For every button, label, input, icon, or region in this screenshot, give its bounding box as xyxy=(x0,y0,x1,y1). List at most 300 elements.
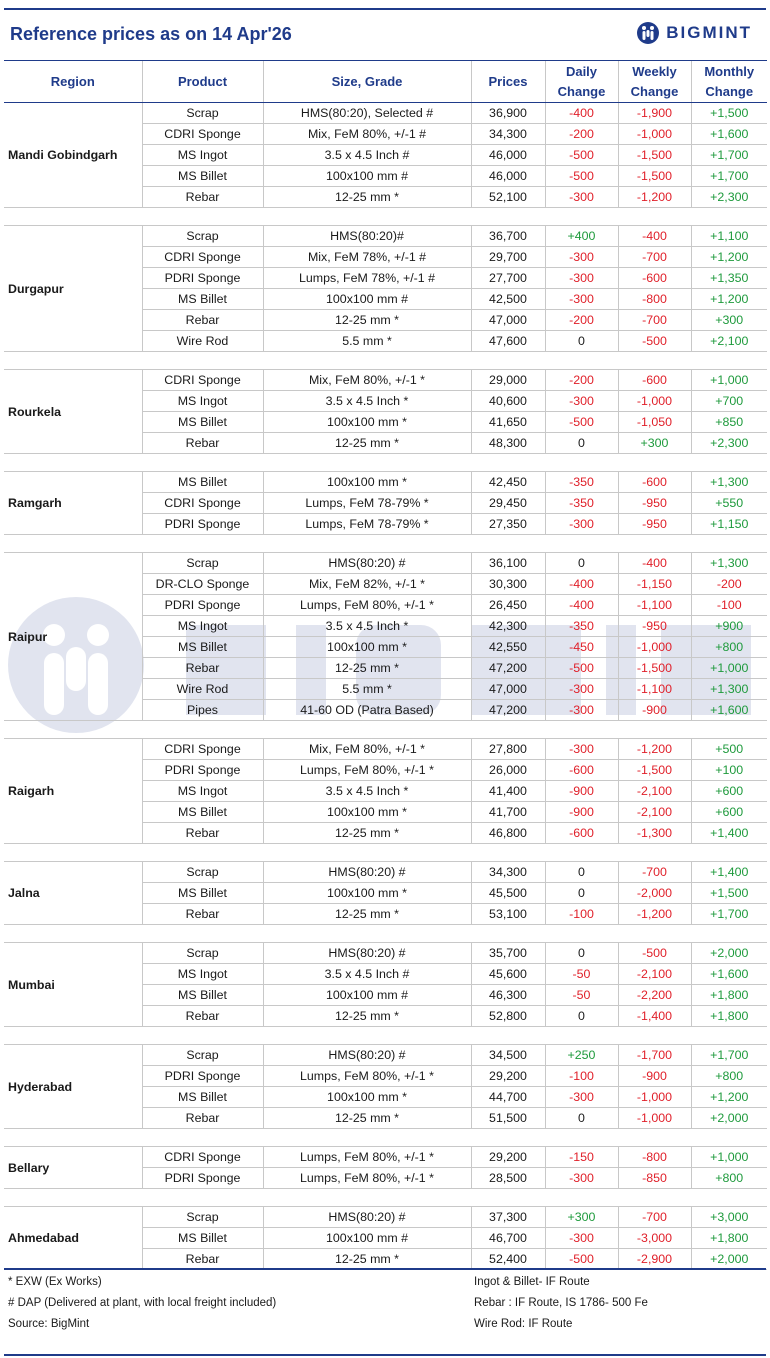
weekly-change-cell: -1,100 xyxy=(618,595,691,616)
daily-change-cell: -100 xyxy=(545,1066,618,1087)
price-cell: 35,700 xyxy=(471,943,545,964)
weekly-change-cell: -500 xyxy=(618,331,691,352)
price-cell: 37,300 xyxy=(471,1207,545,1228)
weekly-change-cell: -950 xyxy=(618,616,691,637)
monthly-change-cell: +2,000 xyxy=(691,943,767,964)
daily-change-cell: -600 xyxy=(545,760,618,781)
monthly-change-cell: +100 xyxy=(691,760,767,781)
region-name: Hyderabad xyxy=(4,1045,142,1129)
product-cell: MS Ingot xyxy=(142,391,263,412)
product-cell: Scrap xyxy=(142,226,263,247)
size-grade-cell: Mix, FeM 80%, +/-1 * xyxy=(263,370,471,391)
price-cell: 40,600 xyxy=(471,391,545,412)
daily-change-cell: -500 xyxy=(545,1249,618,1270)
monthly-change-cell: -200 xyxy=(691,574,767,595)
page-title: Reference prices as on 14 Apr'26 xyxy=(10,24,292,44)
table-body xyxy=(4,103,767,1270)
weekly-change-cell: -1,050 xyxy=(618,412,691,433)
weekly-change-cell: -1,000 xyxy=(618,637,691,658)
price-cell: 47,000 xyxy=(471,679,545,700)
spacer-cell xyxy=(4,1129,767,1147)
product-cell: Rebar xyxy=(142,904,263,925)
product-cell: PDRI Sponge xyxy=(142,514,263,535)
table-header-row xyxy=(4,61,767,103)
size-grade-cell: Lumps, FeM 80%, +/-1 * xyxy=(263,1066,471,1087)
monthly-change-cell: +1,350 xyxy=(691,268,767,289)
daily-change-cell: -500 xyxy=(545,658,618,679)
table-row xyxy=(4,370,767,391)
table-row xyxy=(4,739,767,760)
daily-change-cell: -450 xyxy=(545,637,618,658)
monthly-label-1: Monthly xyxy=(704,63,755,79)
weekly-change-cell: -400 xyxy=(618,226,691,247)
product-cell: MS Ingot xyxy=(142,616,263,637)
weekly-change-cell: -1,500 xyxy=(618,145,691,166)
monthly-change-cell: +1,800 xyxy=(691,1228,767,1249)
size-grade-cell: 100x100 mm * xyxy=(263,802,471,823)
weekly-change-cell: -600 xyxy=(618,472,691,493)
monthly-change-cell: +1,300 xyxy=(691,679,767,700)
product-cell: MS Billet xyxy=(142,985,263,1006)
monthly-change-cell: +1,400 xyxy=(691,862,767,883)
price-cell: 27,700 xyxy=(471,268,545,289)
daily-change-cell: -400 xyxy=(545,574,618,595)
product-cell: MS Billet xyxy=(142,289,263,310)
daily-change-cell: -50 xyxy=(545,964,618,985)
column-header-product: Product xyxy=(142,61,263,103)
size-grade-cell: 100x100 mm * xyxy=(263,637,471,658)
spacer-cell xyxy=(4,1189,767,1207)
product-cell: Rebar xyxy=(142,187,263,208)
product-cell: CDRI Sponge xyxy=(142,1147,263,1168)
region-spacer xyxy=(4,925,767,943)
weekly-change-cell: -1,500 xyxy=(618,760,691,781)
size-grade-cell: Lumps, FeM 80%, +/-1 * xyxy=(263,1168,471,1189)
daily-change-cell: -500 xyxy=(545,166,618,187)
size-grade-cell: HMS(80:20) # xyxy=(263,943,471,964)
spacer-cell xyxy=(4,454,767,472)
weekly-change-cell: -2,100 xyxy=(618,964,691,985)
product-cell: MS Billet xyxy=(142,166,263,187)
region-name: Ahmedabad xyxy=(4,1207,142,1270)
price-cell: 34,300 xyxy=(471,124,545,145)
weekly-change-cell: -600 xyxy=(618,268,691,289)
region-spacer xyxy=(4,844,767,862)
product-cell: Scrap xyxy=(142,103,263,124)
weekly-change-cell: -2,900 xyxy=(618,1249,691,1270)
column-header-monthly xyxy=(691,61,767,103)
size-grade-cell: 12-25 mm * xyxy=(263,823,471,844)
price-cell: 36,900 xyxy=(471,103,545,124)
size-grade-cell: 3.5 x 4.5 Inch # xyxy=(263,964,471,985)
weekly-change-cell: -850 xyxy=(618,1168,691,1189)
region-spacer xyxy=(4,1129,767,1147)
price-cell: 45,600 xyxy=(471,964,545,985)
product-cell: CDRI Sponge xyxy=(142,493,263,514)
size-grade-cell: 12-25 mm * xyxy=(263,1249,471,1270)
footnotes-right xyxy=(474,1272,648,1335)
product-cell: Scrap xyxy=(142,862,263,883)
monthly-change-cell: +2,100 xyxy=(691,331,767,352)
region-spacer xyxy=(4,1027,767,1045)
column-header-weekly xyxy=(618,61,691,103)
daily-change-cell: -300 xyxy=(545,514,618,535)
weekly-change-cell: -1,900 xyxy=(618,103,691,124)
size-grade-cell: Mix, FeM 80%, +/-1 # xyxy=(263,124,471,145)
daily-change-cell: -100 xyxy=(545,904,618,925)
table-row xyxy=(4,1207,767,1228)
product-cell: Wire Rod xyxy=(142,679,263,700)
daily-change-cell: -300 xyxy=(545,391,618,412)
daily-change-cell: -500 xyxy=(545,145,618,166)
spacer-cell xyxy=(4,535,767,553)
footnotes-left xyxy=(8,1272,276,1335)
table-row xyxy=(4,862,767,883)
price-cell: 46,300 xyxy=(471,985,545,1006)
weekly-change-cell: -1,500 xyxy=(618,658,691,679)
daily-change-cell: 0 xyxy=(545,943,618,964)
column-header-region: Region xyxy=(4,61,142,103)
size-grade-cell: 3.5 x 4.5 Inch * xyxy=(263,616,471,637)
monthly-change-cell: +1,600 xyxy=(691,124,767,145)
monthly-change-cell: +2,300 xyxy=(691,433,767,454)
monthly-change-cell: +500 xyxy=(691,739,767,760)
daily-change-cell: 0 xyxy=(545,883,618,904)
daily-change-cell: -300 xyxy=(545,187,618,208)
product-cell: Rebar xyxy=(142,433,263,454)
monthly-change-cell: +300 xyxy=(691,310,767,331)
size-grade-cell: 100x100 mm * xyxy=(263,412,471,433)
weekly-change-cell: -800 xyxy=(618,289,691,310)
price-cell: 29,700 xyxy=(471,247,545,268)
price-cell: 47,200 xyxy=(471,700,545,721)
price-cell: 42,500 xyxy=(471,289,545,310)
price-cell: 28,500 xyxy=(471,1168,545,1189)
product-cell: DR-CLO Sponge xyxy=(142,574,263,595)
monthly-change-cell: +600 xyxy=(691,781,767,802)
table-row xyxy=(4,943,767,964)
spacer-cell xyxy=(4,1027,767,1045)
weekly-change-cell: -2,100 xyxy=(618,781,691,802)
size-grade-cell: Mix, FeM 80%, +/-1 * xyxy=(263,739,471,760)
footnote-exw: * EXW (Ex Works) xyxy=(8,1276,102,1288)
daily-change-cell: -300 xyxy=(545,700,618,721)
monthly-change-cell: +1,200 xyxy=(691,247,767,268)
weekly-change-cell: -500 xyxy=(618,943,691,964)
daily-change-cell: -300 xyxy=(545,679,618,700)
size-grade-cell: HMS(80:20) # xyxy=(263,1045,471,1066)
table-row xyxy=(4,103,767,124)
size-grade-cell: Mix, FeM 78%, +/-1 # xyxy=(263,247,471,268)
price-cell: 46,000 xyxy=(471,145,545,166)
product-cell: CDRI Sponge xyxy=(142,370,263,391)
product-cell: MS Billet xyxy=(142,1228,263,1249)
daily-change-cell: 0 xyxy=(545,1006,618,1027)
price-cell: 45,500 xyxy=(471,883,545,904)
product-cell: Rebar xyxy=(142,823,263,844)
product-cell: MS Ingot xyxy=(142,145,263,166)
product-cell: PDRI Sponge xyxy=(142,1168,263,1189)
title-bar xyxy=(4,10,766,60)
monthly-change-cell: +2,300 xyxy=(691,187,767,208)
weekly-change-cell: -1,200 xyxy=(618,187,691,208)
size-grade-cell: 100x100 mm # xyxy=(263,1228,471,1249)
size-grade-cell: 100x100 mm # xyxy=(263,166,471,187)
spacer-cell xyxy=(4,721,767,739)
weekly-change-cell: -1,200 xyxy=(618,904,691,925)
product-cell: MS Billet xyxy=(142,637,263,658)
footnote-dap: # DAP (Delivered at plant, with local freight included) xyxy=(8,1297,277,1309)
daily-change-cell: +300 xyxy=(545,1207,618,1228)
size-grade-cell: Lumps, FeM 78-79% * xyxy=(263,493,471,514)
size-grade-cell: 100x100 mm * xyxy=(263,883,471,904)
price-cell: 41,650 xyxy=(471,412,545,433)
monthly-change-cell: +1,150 xyxy=(691,514,767,535)
region-spacer xyxy=(4,454,767,472)
size-grade-cell: 12-25 mm * xyxy=(263,433,471,454)
price-cell: 26,450 xyxy=(471,595,545,616)
size-grade-cell: HMS(80:20)# xyxy=(263,226,471,247)
region-name: Jalna xyxy=(4,862,142,925)
product-cell: CDRI Sponge xyxy=(142,124,263,145)
column-header-daily xyxy=(545,61,618,103)
monthly-change-cell: +1,700 xyxy=(691,1045,767,1066)
product-cell: MS Ingot xyxy=(142,964,263,985)
price-cell: 29,200 xyxy=(471,1147,545,1168)
table-row xyxy=(4,472,767,493)
daily-change-cell: -350 xyxy=(545,493,618,514)
region-name: Mumbai xyxy=(4,943,142,1027)
price-cell: 42,550 xyxy=(471,637,545,658)
price-cell: 46,800 xyxy=(471,823,545,844)
product-cell: Scrap xyxy=(142,1207,263,1228)
price-cell: 53,100 xyxy=(471,904,545,925)
monthly-change-cell: -100 xyxy=(691,595,767,616)
daily-change-cell: 0 xyxy=(545,433,618,454)
size-grade-cell: Lumps, FeM 78-79% * xyxy=(263,514,471,535)
product-cell: Rebar xyxy=(142,310,263,331)
price-cell: 30,300 xyxy=(471,574,545,595)
product-cell: PDRI Sponge xyxy=(142,268,263,289)
product-cell: PDRI Sponge xyxy=(142,760,263,781)
price-cell: 36,100 xyxy=(471,553,545,574)
price-cell: 29,000 xyxy=(471,370,545,391)
weekly-change-cell: -950 xyxy=(618,493,691,514)
monthly-change-cell: +550 xyxy=(691,493,767,514)
size-grade-cell: 12-25 mm * xyxy=(263,904,471,925)
bigmint-logo xyxy=(636,20,752,46)
weekly-change-cell: -2,000 xyxy=(618,883,691,904)
footer-bottom-rule xyxy=(4,1354,766,1356)
daily-change-cell: -300 xyxy=(545,247,618,268)
column-header-prices: Prices xyxy=(471,61,545,103)
daily-label-1: Daily xyxy=(565,63,598,79)
daily-change-cell: -300 xyxy=(545,1168,618,1189)
product-cell: MS Billet xyxy=(142,1087,263,1108)
price-cell: 47,600 xyxy=(471,331,545,352)
monthly-change-cell: +1,700 xyxy=(691,904,767,925)
product-cell: Scrap xyxy=(142,553,263,574)
daily-change-cell: 0 xyxy=(545,1108,618,1129)
daily-change-cell: -50 xyxy=(545,985,618,1006)
weekly-change-cell: -1,400 xyxy=(618,1006,691,1027)
region-name: Mandi Gobindgarh xyxy=(4,103,142,208)
price-cell: 46,000 xyxy=(471,166,545,187)
daily-change-cell: +400 xyxy=(545,226,618,247)
daily-label-2: Change xyxy=(557,83,606,99)
weekly-change-cell: -1,000 xyxy=(618,1087,691,1108)
spacer-cell xyxy=(4,844,767,862)
daily-change-cell: -150 xyxy=(545,1147,618,1168)
weekly-change-cell: -1,000 xyxy=(618,391,691,412)
daily-change-cell: -400 xyxy=(545,103,618,124)
price-cell: 27,800 xyxy=(471,739,545,760)
weekly-label-1: Weekly xyxy=(632,63,677,79)
footnote-ingot-billet: Ingot & Billet- IF Route xyxy=(474,1276,590,1288)
monthly-change-cell: +600 xyxy=(691,802,767,823)
region-spacer xyxy=(4,1189,767,1207)
product-cell: Pipes xyxy=(142,700,263,721)
daily-change-cell: -200 xyxy=(545,310,618,331)
daily-change-cell: 0 xyxy=(545,331,618,352)
size-grade-cell: 3.5 x 4.5 Inch * xyxy=(263,781,471,802)
monthly-change-cell: +1,700 xyxy=(691,166,767,187)
product-cell: Rebar xyxy=(142,1249,263,1270)
price-cell: 51,500 xyxy=(471,1108,545,1129)
product-cell: Scrap xyxy=(142,1045,263,1066)
size-grade-cell: 12-25 mm * xyxy=(263,187,471,208)
size-grade-cell: 5.5 mm * xyxy=(263,679,471,700)
price-cell: 26,000 xyxy=(471,760,545,781)
weekly-change-cell: -1,000 xyxy=(618,124,691,145)
size-grade-cell: 12-25 mm * xyxy=(263,310,471,331)
monthly-change-cell: +1,800 xyxy=(691,985,767,1006)
region-name: Ramgarh xyxy=(4,472,142,535)
spacer-cell xyxy=(4,352,767,370)
size-grade-cell: 100x100 mm * xyxy=(263,472,471,493)
size-grade-cell: 100x100 mm # xyxy=(263,289,471,310)
weekly-change-cell: -400 xyxy=(618,553,691,574)
size-grade-cell: 3.5 x 4.5 Inch # xyxy=(263,145,471,166)
weekly-change-cell: -800 xyxy=(618,1147,691,1168)
price-cell: 44,700 xyxy=(471,1087,545,1108)
footnote-rebar: Rebar : IF Route, IS 1786- 500 Fe xyxy=(474,1297,648,1309)
weekly-change-cell: -3,000 xyxy=(618,1228,691,1249)
region-name: Bellary xyxy=(4,1147,142,1189)
monthly-change-cell: +1,300 xyxy=(691,553,767,574)
weekly-change-cell: -700 xyxy=(618,862,691,883)
daily-change-cell: -900 xyxy=(545,781,618,802)
weekly-change-cell: -1,500 xyxy=(618,166,691,187)
daily-change-cell: +250 xyxy=(545,1045,618,1066)
price-cell: 34,300 xyxy=(471,862,545,883)
monthly-change-cell: +1,500 xyxy=(691,883,767,904)
price-cell: 41,400 xyxy=(471,781,545,802)
spacer-cell xyxy=(4,208,767,226)
monthly-change-cell: +1,400 xyxy=(691,823,767,844)
weekly-change-cell: -700 xyxy=(618,247,691,268)
monthly-change-cell: +900 xyxy=(691,616,767,637)
weekly-change-cell: +300 xyxy=(618,433,691,454)
weekly-change-cell: -1,200 xyxy=(618,739,691,760)
weekly-change-cell: -900 xyxy=(618,700,691,721)
product-cell: PDRI Sponge xyxy=(142,595,263,616)
product-cell: MS Billet xyxy=(142,412,263,433)
daily-change-cell: -300 xyxy=(545,739,618,760)
size-grade-cell: HMS(80:20), Selected # xyxy=(263,103,471,124)
logo-text: BIGMINT xyxy=(666,23,752,42)
price-table xyxy=(4,60,767,1270)
size-grade-cell: HMS(80:20) # xyxy=(263,553,471,574)
size-grade-cell: 3.5 x 4.5 Inch * xyxy=(263,391,471,412)
product-cell: CDRI Sponge xyxy=(142,247,263,268)
monthly-change-cell: +850 xyxy=(691,412,767,433)
region-spacer xyxy=(4,208,767,226)
monthly-change-cell: +1,100 xyxy=(691,226,767,247)
region-spacer xyxy=(4,535,767,553)
weekly-label-2: Change xyxy=(630,83,679,99)
weekly-change-cell: -1,000 xyxy=(618,1108,691,1129)
table-row xyxy=(4,553,767,574)
size-grade-cell: HMS(80:20) # xyxy=(263,862,471,883)
product-cell: Scrap xyxy=(142,943,263,964)
price-cell: 34,500 xyxy=(471,1045,545,1066)
price-cell: 42,300 xyxy=(471,616,545,637)
price-cell: 47,000 xyxy=(471,310,545,331)
product-cell: MS Billet xyxy=(142,802,263,823)
daily-change-cell: -300 xyxy=(545,268,618,289)
price-cell: 48,300 xyxy=(471,433,545,454)
table-row xyxy=(4,1147,767,1168)
price-cell: 46,700 xyxy=(471,1228,545,1249)
table-row xyxy=(4,1045,767,1066)
footer-top-rule xyxy=(4,1268,766,1270)
daily-change-cell: -300 xyxy=(545,289,618,310)
monthly-change-cell: +1,200 xyxy=(691,1087,767,1108)
weekly-change-cell: -1,150 xyxy=(618,574,691,595)
region-name: Raigarh xyxy=(4,739,142,844)
size-grade-cell: 5.5 mm * xyxy=(263,331,471,352)
daily-change-cell: -350 xyxy=(545,472,618,493)
daily-change-cell: -200 xyxy=(545,370,618,391)
weekly-change-cell: -1,300 xyxy=(618,823,691,844)
price-cell: 47,200 xyxy=(471,658,545,679)
weekly-change-cell: -2,100 xyxy=(618,802,691,823)
daily-change-cell: -600 xyxy=(545,823,618,844)
monthly-change-cell: +1,000 xyxy=(691,658,767,679)
monthly-change-cell: +700 xyxy=(691,391,767,412)
daily-change-cell: -500 xyxy=(545,412,618,433)
daily-change-cell: -350 xyxy=(545,616,618,637)
size-grade-cell: 41-60 OD (Patra Based) xyxy=(263,700,471,721)
weekly-change-cell: -700 xyxy=(618,310,691,331)
monthly-label-2: Change xyxy=(705,83,754,99)
product-cell: CDRI Sponge xyxy=(142,739,263,760)
monthly-change-cell: +1,600 xyxy=(691,964,767,985)
region-spacer xyxy=(4,352,767,370)
daily-change-cell: -300 xyxy=(545,1087,618,1108)
product-cell: Wire Rod xyxy=(142,331,263,352)
monthly-change-cell: +1,600 xyxy=(691,700,767,721)
spacer-cell xyxy=(4,925,767,943)
weekly-change-cell: -600 xyxy=(618,370,691,391)
weekly-change-cell: -2,200 xyxy=(618,985,691,1006)
product-cell: MS Billet xyxy=(142,883,263,904)
size-grade-cell: 12-25 mm * xyxy=(263,1006,471,1027)
price-cell: 41,700 xyxy=(471,802,545,823)
region-name: Raipur xyxy=(4,553,142,721)
product-cell: Rebar xyxy=(142,1108,263,1129)
